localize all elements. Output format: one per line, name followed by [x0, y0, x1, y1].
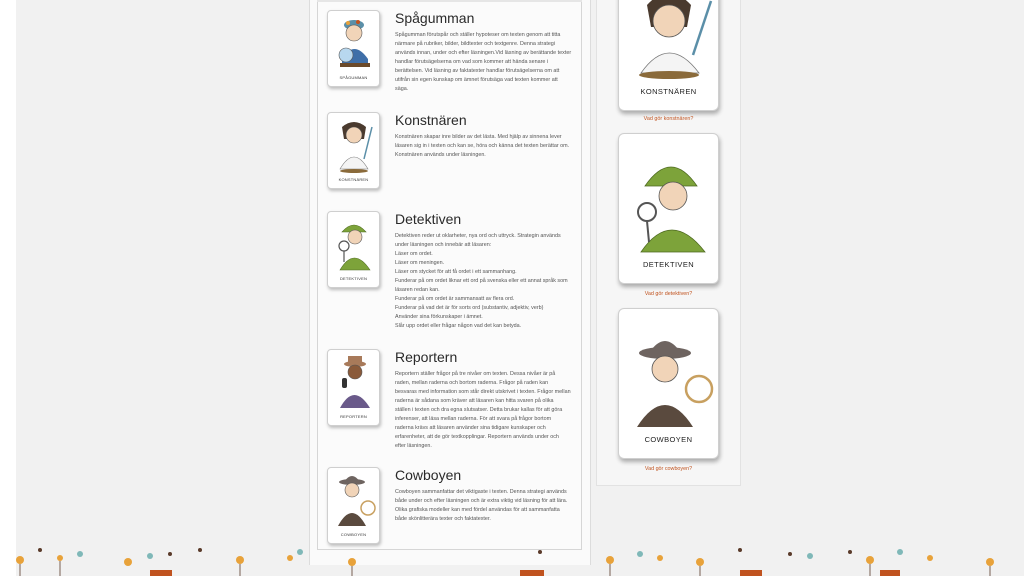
- entry-title: Konstnären: [395, 112, 467, 128]
- sidebar-card-label: COWBOYEN: [644, 435, 693, 444]
- card-label: KONSTNÄREN: [338, 177, 369, 182]
- cowboyen-card: [327, 467, 380, 544]
- strategy-entry-spagumman: [327, 10, 579, 90]
- card-label: COWBOYEN: [340, 532, 367, 537]
- entry-description: Spågumman förutspår och ställer hypoteser om texten genom att titta närmare på rubriker, bilder, bildtexter och textgenre. Denna strategi används innan, under och efter läsningen.Vid läsning av berättande texter handlar förutsägelserna om vad som kommer att hända senare i berättelsen. Vid läsning av faktatexter handlar förutsägelserna om att utifrån sin egen kunskap om ämnet förutsäga vad texten kommer att säga.: [395, 32, 572, 92]
- sidebar-card-konstnaren[interactable]: [618, 0, 719, 111]
- entry-title: Spågumman: [395, 10, 475, 26]
- strategy-entry-reportern: [327, 349, 579, 459]
- konstnaren-card: [327, 112, 380, 189]
- entry-title: Reportern: [395, 349, 458, 365]
- reportern-card: [327, 349, 380, 426]
- entry-title: Cowboyen: [395, 467, 462, 483]
- card-label: SPÅGUMMAN: [339, 75, 368, 80]
- panel-top-border: [317, 0, 582, 2]
- sidebar-link-konstnaren[interactable]: Vad gör konstnären?: [643, 116, 694, 122]
- sidebar-card-detektiven[interactable]: [618, 133, 719, 284]
- detektiven-card: [327, 211, 380, 288]
- entry-description: Detektiven reder ut oklarheter, nya ord och uttryck. Strategin används under läsningen och innebär att läsaren: Läser om ordet. Läser om meningen. Läser om stycket för att få ordet i ett sammanhang. Funderar på om ordet liknar ett ord på svenska eller ett annat språk som läsaren redan kan. Funderar på om ordet är sammansatt av flera ord. Funderar på vad det är för sorts ord (substantiv, adjektiv, verb) Använder sina förkunskaper i ämnet. Slår upp ordet eller frågar någon vad det kan betyda.: [395, 233, 568, 329]
- sidebar-link-cowboyen[interactable]: Vad gör cowboyen?: [644, 466, 693, 472]
- card-label: DETEKTIVEN: [339, 276, 368, 281]
- footer-flower-border: [0, 536, 1024, 576]
- strategy-entry-cowboyen: [327, 467, 579, 547]
- sidebar-link-detektiven[interactable]: Vad gör detektiven?: [644, 291, 693, 297]
- sidebar-card-cowboyen[interactable]: [618, 308, 719, 459]
- sidebar-card-label: KONSTNÄREN: [640, 87, 697, 96]
- entry-description: Cowboyen sammanfattar det viktigaste i texten. Denna strategi används både under och efter läsningen och är extra viktig vid läsning för att lära. Olika grafiska modeller kan med fördel användas för att sammanfatta både skönlitterära texter och faktatexter.: [395, 489, 568, 522]
- card-label: REPORTERN: [340, 414, 367, 419]
- strategy-entry-detektiven: [327, 211, 579, 341]
- entry-description: Reportern ställer frågor på tre nivåer om texten. Dessa nivåer är på raden, mellan raderna och bortom raderna. Frågor på raden kan besvaras med information som står direkt utskrivet i texten. Frågor mellan raderna är sådana som kräver att läsaren kan hitta svaren på olika ställen i texten och dra egna slutsatser. Detta brukar kallas för att göra inferenser, att läsa mellan raderna. För att svara på frågor bortom raderna krävs att läsaren använder sina tidigare kunskaper och erfarenheter, att de gör textkopplingar. Reportern används under och efter läsningen.: [395, 371, 571, 449]
- spagumman-card: [327, 10, 380, 87]
- sidebar-card-label: DETEKTIVEN: [642, 260, 695, 269]
- strategy-entry-konstnaren: [327, 112, 579, 192]
- entry-description: Konstnären skapar inre bilder av det lästa. Med hjälp av sinnena lever läsaren sig in i texten och kan se, höra och känna det texten berättar om. Konstnären används under läsningen.: [395, 134, 570, 158]
- entry-title: Detektiven: [395, 211, 462, 227]
